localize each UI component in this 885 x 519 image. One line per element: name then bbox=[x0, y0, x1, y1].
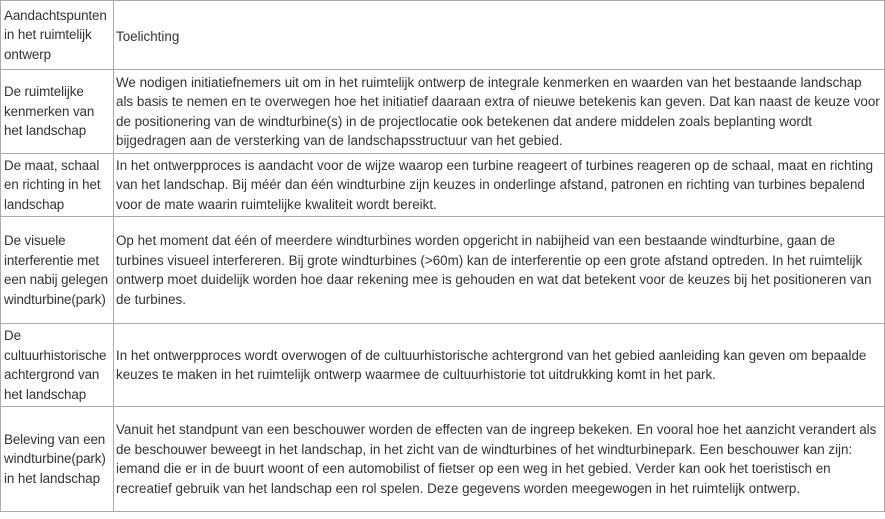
table-header-row bbox=[1, 1, 885, 70]
explanation-cell: Op het moment dat één of meerdere windturbines worden opgericht in nabijheid van een bestaande windturbine, gaan de turbines visueel interfereren. Bij grote windturbines (>60m) kan de interferentie op een grote afstand optreden. In het ruimtelijk ontwerp moet duidelijk worden hoe daar rekening mee is gehouden en wat dat betekent voor de keuzes bij het positioneren van de turbines. bbox=[114, 217, 885, 324]
header-cell-explanation: Toelichting bbox=[114, 1, 885, 70]
table-row bbox=[1, 217, 885, 324]
explanation-cell: In het ontwerpproces is aandacht voor de wijze waarop een turbine reageert of turbines reageren op de schaal, maat en richting van het landschap. Bij méér dan één windturbine zijn keuzes in onderlinge afstand, patronen en richting van turbines bepalend voor de mate waarin ruimtelijke kwaliteit wordt bereikt. bbox=[114, 154, 885, 217]
table-row bbox=[1, 407, 885, 512]
aspect-cell: De maat, schaal en richting in het landschap bbox=[1, 154, 114, 217]
header-cell-aspect: Aandachtspunten in het ruimtelijk ontwerp bbox=[1, 1, 114, 70]
aspect-cell: De ruimtelijke kenmerken van het landschap bbox=[1, 70, 114, 154]
aspect-cell: Beleving van een windturbine(park) in het landschap bbox=[1, 407, 114, 512]
table-row bbox=[1, 154, 885, 217]
aspect-cell: De cultuurhistorische achtergrond van het landschap bbox=[1, 324, 114, 407]
explanation-cell: In het ontwerpproces wordt overwogen of de cultuurhistorische achtergrond van het gebied aanleiding kan geven om bepaalde keuzes te maken in het ruimtelijk ontwerp waarmee de cultuurhistorie tot uitdrukking komt in het park. bbox=[114, 324, 885, 407]
table-row bbox=[1, 324, 885, 407]
aspect-cell: De visuele interferentie met een nabij gelegen windturbine(park) bbox=[1, 217, 114, 324]
explanation-cell: Vanuit het standpunt van een beschouwer worden de effecten van de ingreep bekeken. En vooral hoe het aanzicht verandert als de beschouwer beweegt in het landschap, in het zicht van de windturbines of het windturbinepark. Een beschouwer kan zijn: iemand die er in de buurt woont of een automobilist of fietser op een weg in het gebied. Verder kan ook het toeristisch en recreatief gebruik van het landschap een rol spelen. Deze gegevens worden meegewogen in het ruimtelijk ontwerp. bbox=[114, 407, 885, 512]
explanation-cell: We nodigen initiatiefnemers uit om in het ruimtelijk ontwerp de integrale kenmerken en waarden van het bestaande landschap als basis te nemen en te overwegen hoe het initiatief daaraan extra of nieuwe betekenis kan geven. Dat kan naast de keuze voor de positionering van de windturbine(s) in de projectlocatie ook betekenen dat andere middelen zoals beplanting wordt bijgedragen aan de versterking van de landschapsstructuur van het gebied. bbox=[114, 70, 885, 154]
table-row bbox=[1, 70, 885, 154]
